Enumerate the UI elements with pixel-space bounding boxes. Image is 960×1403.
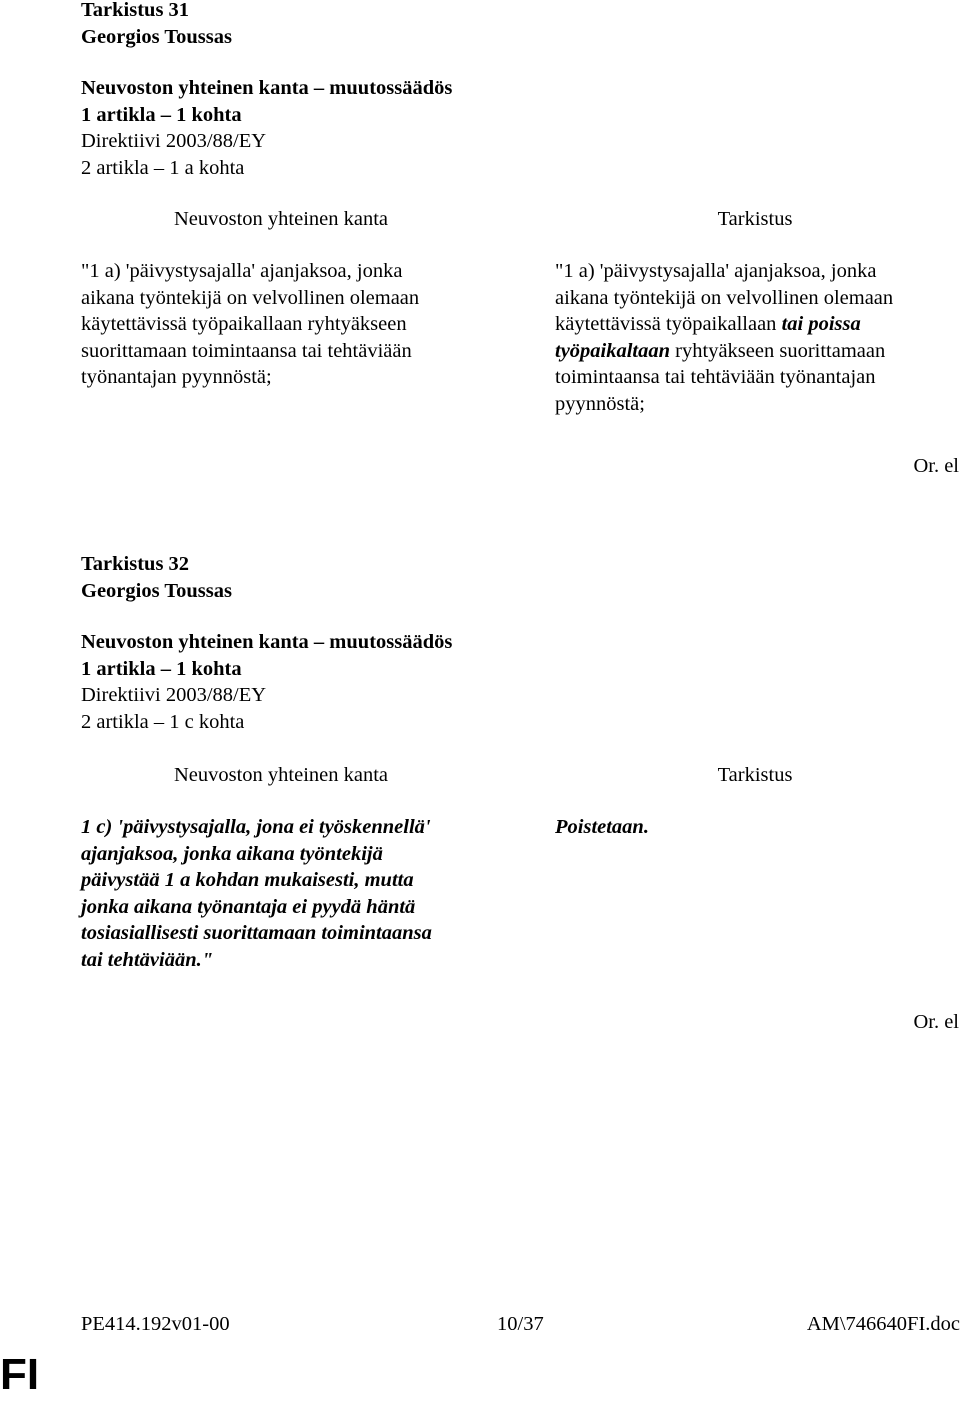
- column-header-left: Neuvoston yhteinen kanta: [173, 208, 389, 230]
- target-line: 1 artikla – 1 kohta: [81, 657, 242, 680]
- column-header-left: Neuvoston yhteinen kanta: [173, 764, 389, 786]
- text-line: pyynnöstä;: [555, 392, 645, 415]
- deletion-note: Poistetaan.: [555, 816, 649, 838]
- amendment-title: Tarkistus 31: [81, 0, 190, 21]
- amendment-author: Georgios Toussas: [81, 25, 232, 48]
- amendment-31: [81, 0, 232, 50]
- reference-line: Direktiivi 2003/88/EY: [81, 130, 267, 152]
- footer-page-number: 10/37: [497, 1313, 544, 1335]
- reference-line: Direktiivi 2003/88/EY: [81, 684, 267, 706]
- deleted-text-line: päivystää 1 a kohdan mukaisesti, mutta: [81, 869, 414, 891]
- target-line: Neuvoston yhteinen kanta – muutossäädös: [81, 631, 453, 653]
- footer-file-name: AM\746640FI.doc: [806, 1313, 960, 1335]
- text-line: "1 a) 'päivystysajalla' ajanjaksoa, jonka: [81, 260, 403, 282]
- amendment-text: [555, 814, 955, 841]
- amendment-target: [81, 629, 452, 735]
- inserted-text: tai poissa: [781, 313, 861, 335]
- deleted-text-line: jonka aikana työnantaja ei pyydä häntä: [81, 895, 416, 918]
- original-language: Or. el: [913, 455, 959, 477]
- text-line: käytettävissä työpaikallaan ryhtyäkseen: [81, 313, 407, 335]
- plain-text: ryhtyäkseen suorittamaan: [670, 339, 886, 362]
- text-line: [555, 338, 960, 365]
- target-line: Neuvoston yhteinen kanta – muutossäädös: [81, 77, 453, 99]
- target-line: 1 artikla – 1 kohta: [81, 103, 242, 126]
- text-line: "1 a) 'päivystysajalla' ajanjaksoa, jonka: [555, 260, 877, 282]
- amendment-target: [81, 75, 452, 181]
- footer-doc-ref: PE414.192v01-00: [81, 1313, 230, 1335]
- deleted-text-line: ajanjaksoa, jonka aikana työntekijä: [81, 842, 383, 865]
- deleted-text-line: tosiasiallisesti suorittamaan toimintaansa: [81, 922, 432, 944]
- council-text: [81, 258, 501, 391]
- inserted-text: työpaikaltaan: [555, 339, 671, 362]
- amendment-author: Georgios Toussas: [81, 579, 232, 602]
- amendment-text: [555, 258, 960, 417]
- text-line: aikana työntekijä on velvollinen olemaan: [555, 286, 894, 309]
- language-mark: FI: [0, 1350, 40, 1399]
- council-text: [81, 814, 501, 973]
- column-header-right: Tarkistus: [717, 208, 793, 230]
- reference-line: 2 artikla – 1 c kohta: [81, 710, 245, 733]
- text-line: suorittamaan toimintaansa tai tehtäviään: [81, 339, 412, 362]
- reference-line: 2 artikla – 1 a kohta: [81, 156, 245, 179]
- text-line: aikana työntekijä on velvollinen olemaan: [81, 286, 420, 309]
- column-header-right: Tarkistus: [717, 764, 793, 786]
- text-line: työnantajan pyynnöstä;: [81, 366, 272, 388]
- text-line: [555, 311, 960, 338]
- amendment-32: [81, 551, 232, 604]
- amendment-title: Tarkistus 32: [81, 553, 190, 575]
- plain-text: käytettävissä työpaikallaan: [555, 313, 782, 335]
- deleted-text-line: 1 c) 'päivystysajalla, jona ei työskennellä': [81, 816, 431, 838]
- deleted-text-line: tai tehtäviään.": [81, 948, 214, 971]
- original-language: Or. el: [913, 1011, 959, 1033]
- text-line: toimintaansa tai tehtäviään työnantajan: [555, 366, 876, 388]
